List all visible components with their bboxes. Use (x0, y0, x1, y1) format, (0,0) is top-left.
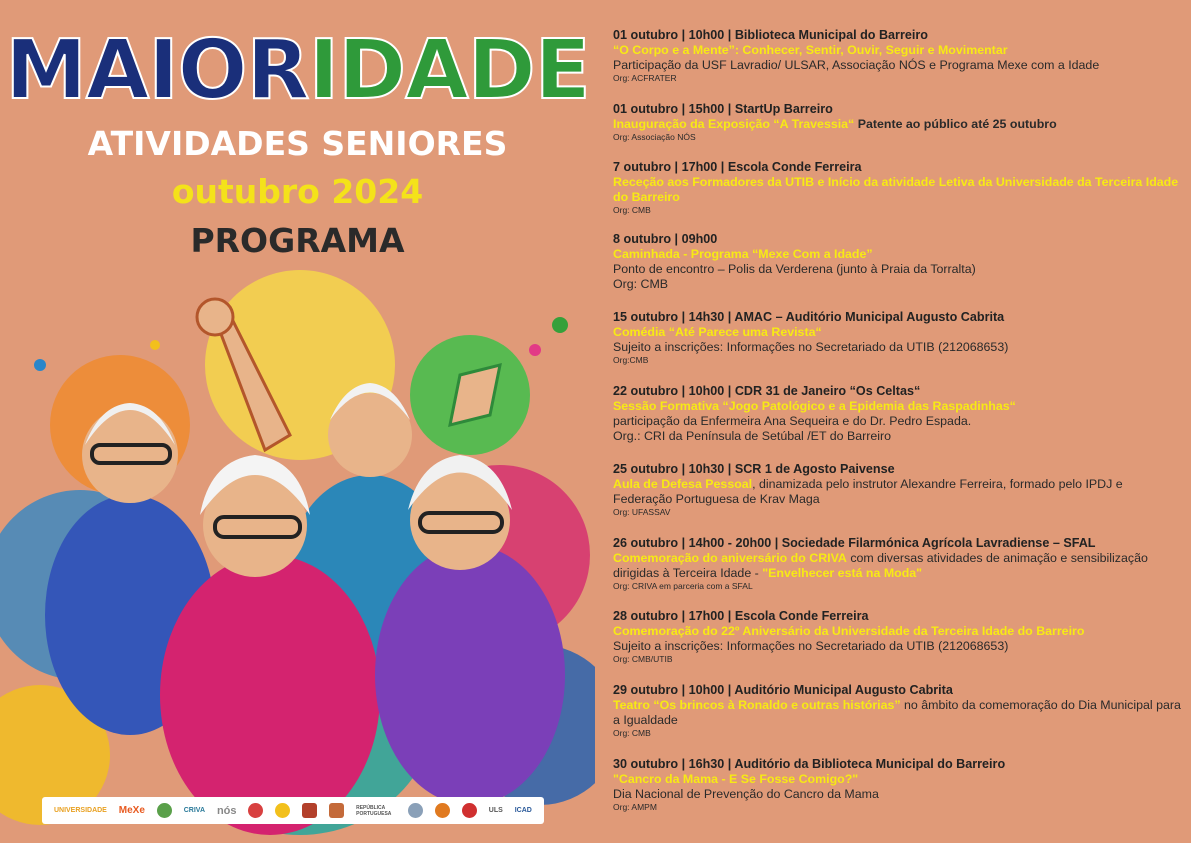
poster-month: outubro 2024 (171, 172, 424, 211)
splash (150, 340, 160, 350)
event-item (613, 757, 1183, 812)
person-right-body (375, 545, 565, 805)
event-item (613, 609, 1183, 664)
event-header: 01 outubro | 15h00 | StartUp Barreiro (613, 102, 833, 116)
raised-fist (197, 299, 233, 335)
event-title: Sessão Formativa “Jogo Patológico e a Epidemia das Raspadinhas“ (613, 399, 1016, 413)
event-title: Inauguração da Exposição “A Travessia“ (613, 117, 855, 131)
event-organizer: Org.: CRI da Península de Setúbal /ET do Barreiro (613, 429, 892, 443)
logo-nos: nós (216, 804, 237, 817)
logo-round-icon (275, 803, 290, 818)
event-title: Comemoração do aniversário do CRIVA (613, 551, 847, 565)
event-organizer: Org: CMB/UTIB (613, 654, 673, 664)
event-title: “O Corpo e a Mente”: Conhecer, Sentir, Ouvir, Seguir e Movimentar (613, 43, 1008, 57)
event-description: Sujeito a inscrições: Informações no Secretariado da UTIB (212068653) (613, 639, 1009, 653)
event-header: 25 outubro | 10h30 | SCR 1 de Agosto Paivense (613, 462, 895, 476)
logo-round-icon (435, 803, 450, 818)
event-description: Dia Nacional de Prevenção do Cancro da Mama (613, 787, 879, 801)
event-header: 29 outubro | 10h00 | Auditório Municipal Augusto Cabrita (613, 683, 953, 697)
event-title: Comédia “Até Parece uma Revista“ (613, 325, 822, 339)
event-header: 7 outubro | 17h00 | Escola Conde Ferreira (613, 160, 862, 174)
event-description: Ponto de encontro – Polis da Verderena (junto à Praia da Torralta) (613, 262, 976, 276)
event-header: 26 outubro | 14h00 - 20h00 | Sociedade Filarmónica Agrícola Lavradiense – SFAL (613, 536, 1096, 550)
title-part-maior: MAIOR (5, 23, 309, 118)
logo-shield-icon (302, 803, 317, 818)
event-description: , dinamizada pelo instrutor Alexandre Ferreira, formado pelo IPDJ e Federação Portuguesa de Krav Maga (613, 477, 1123, 506)
splash (552, 317, 568, 333)
logo-shield-icon (329, 803, 344, 818)
event-description: Patente ao público até 25 outubro (854, 117, 1057, 131)
event-item (613, 462, 1183, 517)
splash (34, 359, 46, 371)
event-title: "Cancro da Mama - E Se Fosse Comigo?" (613, 772, 859, 786)
event-description: Sujeito a inscrições: Informações no Secretariado da UTIB (212068653) (613, 340, 1009, 354)
logo-icad: ICAD (514, 807, 532, 814)
logo-round-icon (157, 803, 172, 818)
event-header: 01 outubro | 10h00 | Biblioteca Municipal do Barreiro (613, 28, 928, 42)
event-item (613, 683, 1183, 738)
event-title: Caminhada - Programa “Mexe Com a Idade” (613, 247, 873, 261)
logo-uni-maioridade: UNIVERSIDADE (53, 807, 107, 814)
person-center-body (160, 555, 380, 835)
event-organizer: Org: CRIVA em parceria com a SFAL (613, 581, 753, 591)
event-organizer: Org: UFASSAV (613, 507, 671, 517)
event-title: Teatro “Os brincos à Ronaldo e outras histórias” (613, 698, 901, 712)
logo-republica: REPÚBLICA PORTUGUESA (356, 804, 392, 817)
logo-mexe: MeXe (118, 805, 145, 816)
event-item (613, 232, 1183, 292)
event-item (613, 102, 1183, 142)
event-item (613, 160, 1183, 215)
program-schedule (600, 0, 1191, 843)
event-header: 15 outubro | 14h30 | AMAC – Auditório Municipal Augusto Cabrita (613, 310, 1005, 324)
event-description: com diversas atividades de animação e sensibilização dirigidas à Terceira Idade - (613, 551, 1148, 580)
title-part-idade: IDADE (308, 23, 590, 118)
event-item (613, 28, 1183, 83)
logo-round-icon (462, 803, 477, 818)
sponsor-logos-bar (42, 797, 544, 824)
logo-criva: CRIVA (183, 807, 206, 814)
splash (529, 344, 541, 356)
person-left-head (82, 407, 178, 503)
event-organizer: Org: CMB (613, 728, 651, 738)
event-header: 8 outubro | 09h00 (613, 232, 718, 246)
seniors-illustration (0, 255, 595, 843)
poster-program-label: PROGRAMA (190, 221, 405, 260)
event-title: Aula de Defesa Pessoal (613, 477, 753, 491)
event-slogan: "Envelhecer está na Moda" (762, 566, 923, 580)
logo-round-icon (408, 803, 423, 818)
event-item (613, 384, 1183, 444)
event-title: Comemoração do 22º Aniversário da Universidade da Terceira Idade do Barreiro (613, 624, 1085, 638)
event-item (613, 310, 1183, 365)
event-header: 28 outubro | 17h00 | Escola Conde Ferreira (613, 609, 869, 623)
logo-round-icon (248, 803, 263, 818)
event-description: participação da Enfermeira Ana Sequeira e do Dr. Pedro Espada. (613, 414, 972, 428)
event-description: no âmbito da comemoração do Dia Municipal para a Igualdade (613, 698, 1181, 727)
poster-title (0, 23, 595, 118)
event-organizer: Org: CMB (613, 205, 651, 215)
event-description: Participação da USF Lavradio/ ULSAR, Associação NÓS e Programa Mexe com a Idade (613, 58, 1100, 72)
event-organizer: Org: AMPM (613, 802, 657, 812)
event-organizer: Org: ACFRATER (613, 73, 677, 83)
logo-uls: ULS (488, 807, 503, 814)
event-organizer: Org: CMB (613, 277, 669, 291)
event-item (613, 536, 1183, 591)
event-title: Receção aos Formadores da UTIB e Início da atividade Letiva da Universidade da Terceira Idade do Barreiro (613, 175, 1179, 204)
poster-subtitle: ATIVIDADES SENIORES (87, 124, 508, 163)
event-organizer: Org: Associação NÓS (613, 132, 696, 142)
event-organizer: Org:CMB (613, 355, 649, 365)
event-header: 22 outubro | 10h00 | CDR 31 de Janeiro “Os Celtas“ (613, 384, 921, 398)
poster-left-panel (0, 0, 595, 843)
event-header: 30 outubro | 16h30 | Auditório da Biblioteca Municipal do Barreiro (613, 757, 1006, 771)
